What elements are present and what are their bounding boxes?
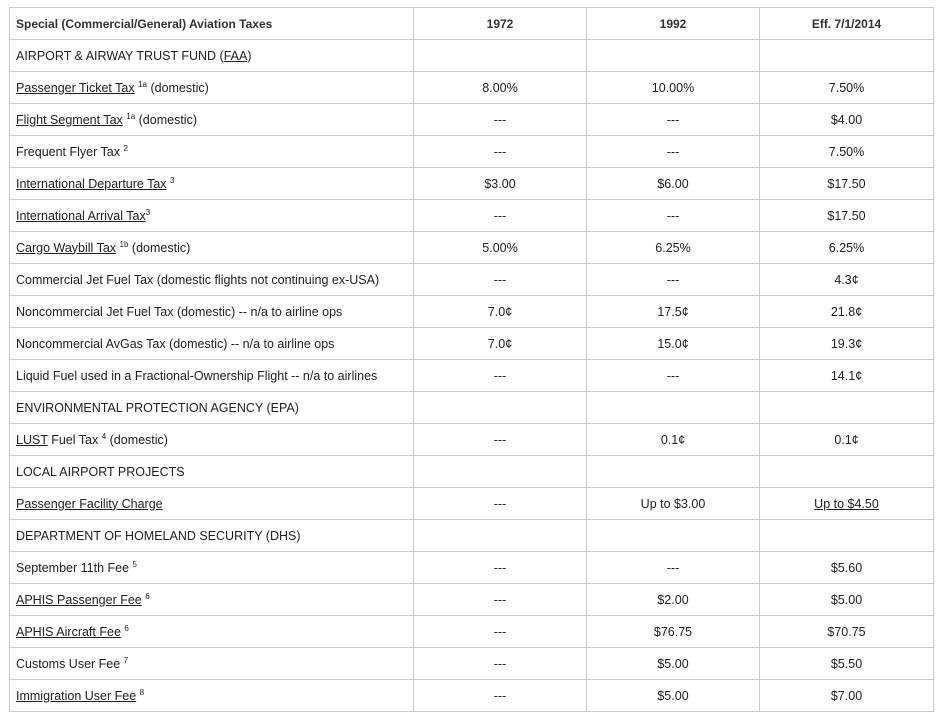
section-row-local — [10, 456, 934, 488]
footnote-ref: 1a — [138, 79, 147, 89]
value-1992: --- — [587, 200, 760, 232]
international-arrival-tax-link[interactable]: International Arrival Tax — [16, 208, 146, 223]
value-1992: 0.1¢ — [587, 424, 760, 456]
value-1972: --- — [414, 584, 587, 616]
frequent-flyer-tax-label: Frequent Flyer Tax — [16, 144, 124, 159]
cargo-waybill-tax-link[interactable]: Cargo Waybill Tax — [16, 240, 117, 255]
value-1992: --- — [587, 136, 760, 168]
footnote-ref: 2 — [123, 143, 128, 153]
value-1992: --- — [587, 552, 760, 584]
value-2014: 19.3¢ — [760, 328, 934, 360]
table-title: Special (Commercial/General) Aviation Taxes — [10, 8, 414, 40]
footnote-ref: 3 — [170, 175, 175, 185]
faa-link[interactable]: FAA — [223, 48, 248, 63]
value-2014: $17.50 — [760, 200, 934, 232]
table-row-passenger-facility-charge — [10, 488, 934, 520]
column-header-2014: Eff. 7/1/2014 — [760, 8, 934, 40]
passenger-ticket-tax-link[interactable]: Passenger Ticket Tax — [16, 80, 135, 95]
footnote-ref: 6 — [145, 591, 150, 601]
value-2014: $5.00 — [760, 584, 934, 616]
value-1972: 5.00% — [414, 232, 587, 264]
flight-segment-tax-link[interactable]: Flight Segment Tax — [16, 112, 123, 127]
liquid-fuel-fractional-label: Liquid Fuel used in a Fractional-Ownership Flight -- n/a to airlines — [10, 360, 414, 392]
table-row-aphis-aircraft-fee — [10, 616, 934, 648]
value-2014: $4.00 — [760, 104, 934, 136]
table-row-frequent-flyer-tax — [10, 136, 934, 168]
section-row-dhs — [10, 520, 934, 552]
section-label-faa: AIRPORT & AIRWAY TRUST FUND (FAA) — [10, 40, 414, 72]
value-2014: $5.60 — [760, 552, 934, 584]
customs-user-fee-label: Customs User Fee — [16, 656, 124, 671]
value-1992: --- — [587, 360, 760, 392]
value-1992: $76.75 — [587, 616, 760, 648]
aphis-aircraft-fee-link[interactable]: APHIS Aircraft Fee — [16, 624, 121, 639]
value-1992: --- — [587, 264, 760, 296]
table-row-customs-user-fee — [10, 648, 934, 680]
value-2014: $5.50 — [760, 648, 934, 680]
commercial-jet-fuel-tax-label: Commercial Jet Fuel Tax (domestic flights not continuing ex-USA) — [10, 264, 414, 296]
value-1972: 8.00% — [414, 72, 587, 104]
noncommercial-avgas-tax-label: Noncommercial AvGas Tax (domestic) -- n/a to airline ops — [10, 328, 414, 360]
footnote-ref: 5 — [132, 559, 137, 569]
value-1992: Up to $3.00 — [587, 488, 760, 520]
value-2014: $70.75 — [760, 616, 934, 648]
column-header-1992: 1992 — [587, 8, 760, 40]
footnote-ref: 1b — [119, 239, 129, 249]
table-row-september-11th-fee — [10, 552, 934, 584]
table-row-passenger-ticket-tax: Passenger Ticket Tax $^{1a}$ (domestic) 8.00% 10.00% 7.50% — [10, 72, 934, 104]
table-row-lust-fuel-tax: LUST Fuel Tax $^4$ (domestic) --- 0.1¢ 0.1¢ — [10, 424, 934, 456]
footnote-ref: 6 — [124, 623, 129, 633]
value-2014: 6.25% — [760, 232, 934, 264]
value-1972: --- — [414, 136, 587, 168]
lust-link[interactable]: LUST — [16, 432, 48, 447]
footnote-ref: 1a — [126, 111, 136, 121]
value-1972: --- — [414, 200, 587, 232]
table-row-international-departure-tax — [10, 168, 934, 200]
value-2014: $17.50 — [760, 168, 934, 200]
september-11th-fee-label: September 11th Fee — [16, 560, 133, 575]
section-row-epa — [10, 392, 934, 424]
value-1992: 10.00% — [587, 72, 760, 104]
aphis-passenger-fee-link[interactable]: APHIS Passenger Fee — [16, 592, 142, 607]
value-1972: --- — [414, 104, 587, 136]
value-1972: --- — [414, 424, 587, 456]
table-row-international-arrival-tax — [10, 200, 934, 232]
noncommercial-jet-fuel-tax-label: Noncommercial Jet Fuel Tax (domestic) -- n/a to airline ops — [10, 296, 414, 328]
table-row-aphis-passenger-fee — [10, 584, 934, 616]
table-row-immigration-user-fee — [10, 680, 934, 712]
value-2014: 21.8¢ — [760, 296, 934, 328]
value-1992: 17.5¢ — [587, 296, 760, 328]
table-row-liquid-fuel-fractional — [10, 360, 934, 392]
value-1992: $5.00 — [587, 648, 760, 680]
value-2014: 0.1¢ — [760, 424, 934, 456]
table-row-commercial-jet-fuel-tax — [10, 264, 934, 296]
value-1972: --- — [414, 488, 587, 520]
value-2014: 7.50% — [760, 72, 934, 104]
column-header-1972: 1972 — [414, 8, 587, 40]
value-1972: $3.00 — [414, 168, 587, 200]
footnote-ref: 8 — [139, 687, 145, 697]
value-2014: 4.3¢ — [760, 264, 934, 296]
aviation-taxes-table — [9, 7, 934, 712]
value-1992: --- — [587, 104, 760, 136]
international-departure-tax-link[interactable]: International Departure Tax — [16, 176, 167, 191]
value-1992: $6.00 — [587, 168, 760, 200]
value-1992: $5.00 — [587, 680, 760, 712]
section-label-epa: ENVIRONMENTAL PROTECTION AGENCY (EPA) — [10, 392, 414, 424]
value-1972: --- — [414, 648, 587, 680]
table-row-flight-segment-tax: Flight Segment Tax $^{1a}$ (domestic) --- --- $4.00 — [10, 104, 934, 136]
table-row-noncommercial-jet-fuel-tax — [10, 296, 934, 328]
value-1992: $2.00 — [587, 584, 760, 616]
value-1992: 6.25% — [587, 232, 760, 264]
footnote-ref: 3 — [145, 207, 151, 217]
value-1972: --- — [414, 264, 587, 296]
value-1972: --- — [414, 552, 587, 584]
passenger-facility-charge-link[interactable]: Passenger Facility Charge — [16, 496, 163, 511]
value-1972: 7.0¢ — [414, 328, 587, 360]
pfc-2014-link[interactable]: Up to $4.50 — [814, 496, 879, 511]
value-2014: $7.00 — [760, 680, 934, 712]
value-1972: --- — [414, 360, 587, 392]
value-1972: 7.0¢ — [414, 296, 587, 328]
section-label-dhs: DEPARTMENT OF HOMELAND SECURITY (DHS) — [10, 520, 414, 552]
table-row-noncommercial-avgas-tax — [10, 328, 934, 360]
footnote-ref: 4 — [101, 431, 107, 441]
table-row-cargo-waybill-tax: Cargo Waybill Tax $^{1b}$ (domestic) 5.00% 6.25% 6.25% — [10, 232, 934, 264]
value-1972: --- — [414, 616, 587, 648]
footnote-ref: 7 — [123, 655, 129, 665]
immigration-user-fee-link[interactable]: Immigration User Fee — [16, 688, 137, 703]
value-1992: 15.0¢ — [587, 328, 760, 360]
value-2014: 7.50% — [760, 136, 934, 168]
value-1972: --- — [414, 680, 587, 712]
section-row-faa — [10, 40, 934, 72]
value-2014: 14.1¢ — [760, 360, 934, 392]
header-row — [10, 8, 934, 40]
section-label-local: LOCAL AIRPORT PROJECTS — [10, 456, 414, 488]
